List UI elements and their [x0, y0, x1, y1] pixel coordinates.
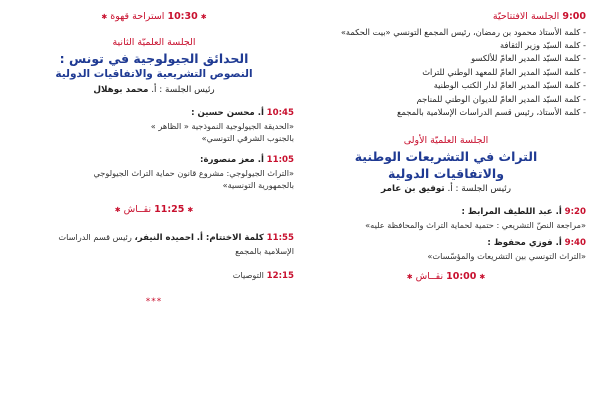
recommendations-label: التوصيات: [232, 270, 264, 280]
session1-chair: [306, 182, 586, 196]
discussion-1: [306, 270, 586, 284]
opening-item: - كلمة الأستاذ محمود بن رمضان، رئيس المجمع التونسي «بيت الحكمة»: [306, 26, 586, 39]
opening-item: - كلمة السيّد المدير العامّ للديوان الوطني للمناجم: [306, 93, 586, 107]
talk-speaker: أ. عبد اللطيف المرابط :: [461, 207, 562, 218]
discussion-time: 10:00: [446, 271, 477, 283]
talk-topic-line: «الحديقة الجيولوجية النموذجية « الظاهر »: [150, 121, 294, 131]
talk-time: 9:20: [564, 207, 586, 218]
opening-item: - كلمة السيّد وزير الثقافة: [306, 39, 586, 53]
closing-header: [14, 231, 294, 245]
star-icon: ✱: [114, 206, 121, 214]
talk-topic: «التراث التونسي بين التشريعات والمؤسّسات»: [427, 251, 586, 262]
talk-time: 11:05: [266, 155, 294, 165]
session1-subject-line1: التراث في التشريعات الوطنية: [354, 149, 538, 165]
session1-chair-name: توفيق بن عامر: [381, 184, 445, 195]
discussion-time: 11:25: [154, 204, 185, 215]
session2-subject-line2: النصوص التشريعية والاتفاقيات الدولية: [55, 68, 253, 80]
opening-item: - كلمة السيّد المدير العامّ لدار الكتب الوطنية: [306, 79, 586, 93]
opening-item: - كلمة السيّد المدير العامّ للمعهد الوطني للتراث: [306, 66, 586, 80]
discussion-label: نقــاش: [123, 204, 152, 215]
opening-session-header: [306, 10, 586, 24]
talk-speaker: أ. محسن حسين :: [191, 108, 264, 118]
session1-chair-label: رئيس الجلسة : أ.: [447, 184, 511, 195]
closing-label: كلمة الاختتام: أ.: [196, 233, 264, 243]
talk-speaker: أ. فوزي محفوظ :: [487, 238, 562, 249]
closing-time: 11:55: [266, 233, 294, 243]
coffee-time: 10:30: [167, 11, 198, 22]
session2-chair: [14, 83, 294, 97]
recommendations: [14, 269, 294, 283]
opening-title: الجلسة الافتتاحيّة: [492, 11, 560, 22]
session2-chair-label: رئيس الجلسة : أ.: [151, 85, 215, 95]
session2-chair-name: محمد بوهلال: [93, 85, 149, 95]
talk-topic-line: بالجمهورية التونسية»: [222, 180, 294, 190]
end-mark: ***: [145, 297, 163, 307]
closing-name: احميده النيفر،: [134, 233, 194, 243]
right-column: [300, 0, 600, 400]
talk-topic: «مراجعة النصّ التشريعي : حتمية لحماية التراث والمحافظة عليه»: [365, 220, 586, 231]
closing-rest-line2: الإسلامية بالمجمع: [235, 246, 294, 256]
opening-time: 9:00: [562, 11, 586, 22]
session1-title: الجلسة العلميّة الأولى: [403, 135, 489, 147]
session1-subject-line2: والاتفاقيات الدولية: [388, 166, 504, 182]
talk-topic-line: بالجنوب الشرقي التونسي»: [201, 133, 294, 143]
talk-time: 9:40: [564, 238, 586, 249]
opening-item: - كلمة الأستاذ، رئيس قسم الدراسات الإسلامية بالمجمع: [306, 106, 586, 120]
session2-talk-1-header: [14, 107, 294, 120]
opening-item: - كلمة السيّد المدير العامّ للألكسو: [306, 52, 586, 66]
session1-talk-1-header: [306, 206, 586, 219]
star-icon: ✱: [101, 13, 108, 21]
talk-topic-line: «التراث الجيولوجي: مشروع قانون حماية التراث الجيولوجي: [93, 168, 294, 178]
star-icon: ✱: [187, 206, 194, 214]
session2-title: الجلسة العلميّة الثانية: [112, 37, 196, 48]
discussion-label: نقــاش: [415, 271, 444, 283]
star-icon: ✱: [406, 273, 413, 282]
session1-talk-2-header: [306, 237, 586, 250]
talk-time: 10:45: [266, 108, 294, 118]
discussion-2: [14, 203, 294, 217]
closing-rest-line1: رئيس قسم الدراسات: [58, 232, 132, 242]
coffee-label: استراحة قهوة: [110, 11, 165, 22]
recommendations-time: 12:15: [266, 271, 294, 281]
session2-subject-line1: الحدائق الجيولوجية في تونس :: [59, 51, 249, 66]
coffee-break: [14, 10, 294, 24]
star-icon: ✱: [479, 273, 486, 282]
talk-speaker: أ. معز منصورة:: [200, 155, 264, 165]
session2-talk-2-header: [14, 154, 294, 167]
star-icon: ✱: [200, 13, 207, 21]
